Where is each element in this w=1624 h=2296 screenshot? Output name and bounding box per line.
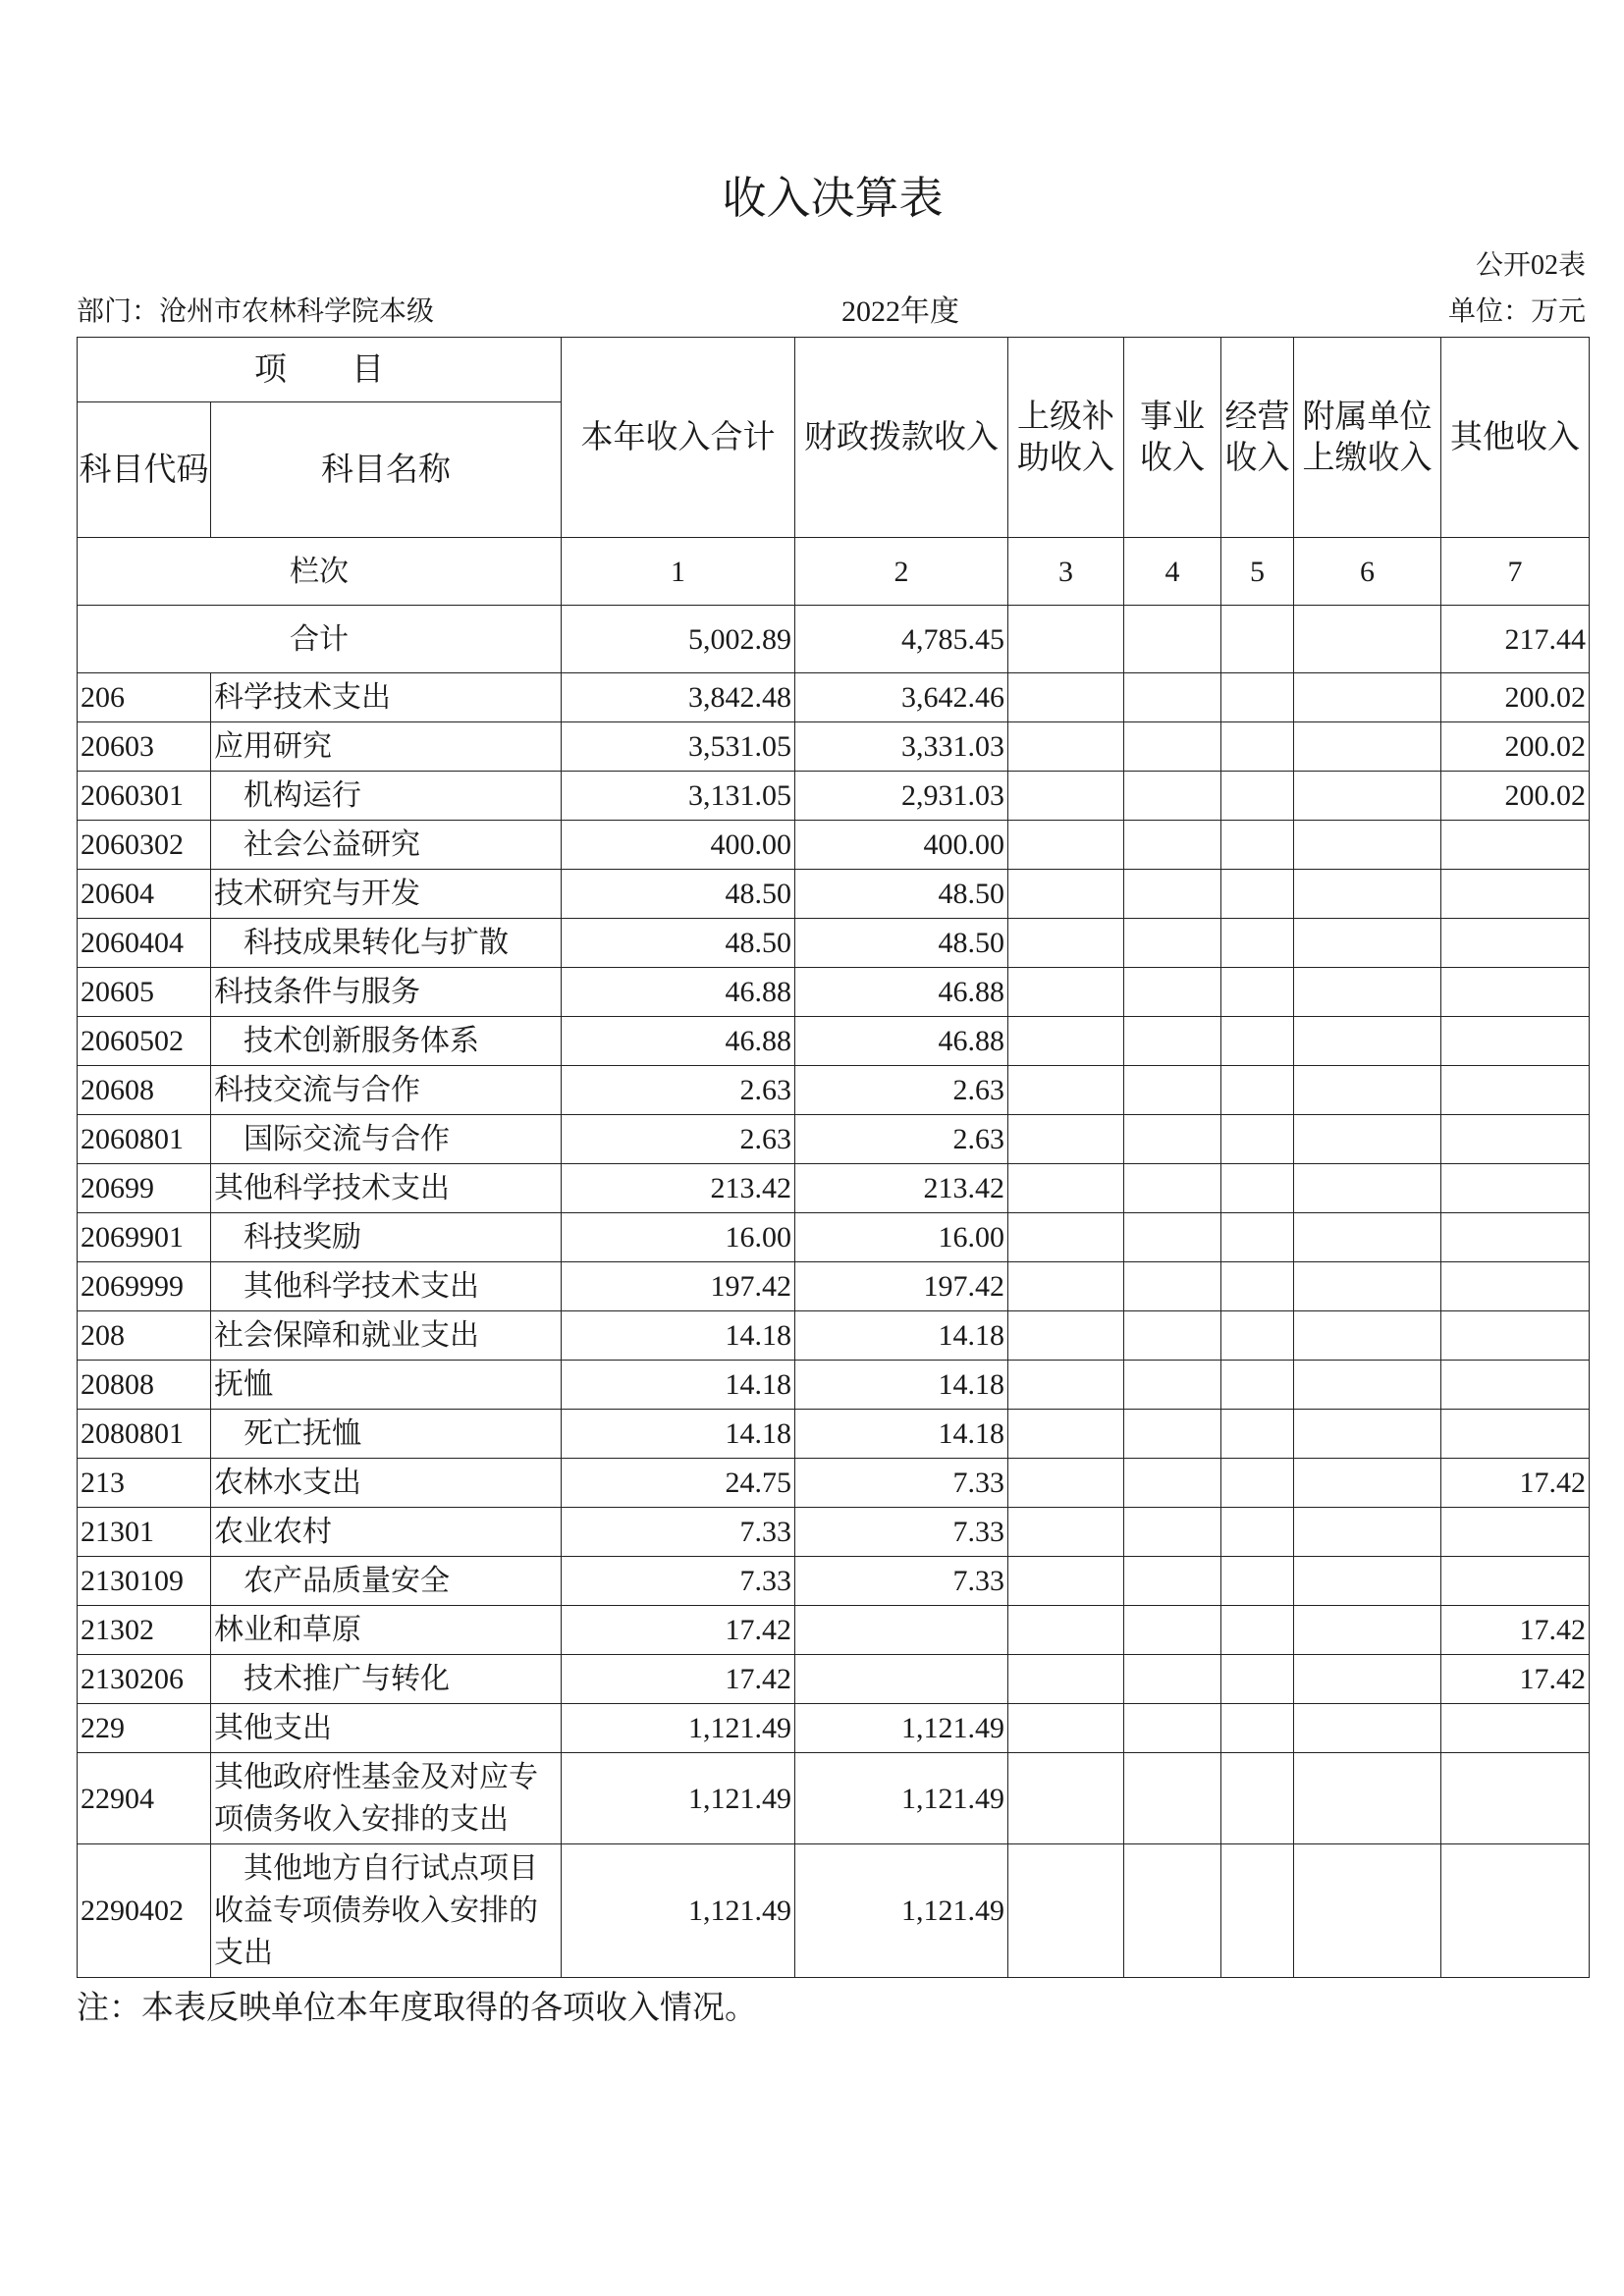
value-superior-subsidy [1008, 1508, 1124, 1557]
value-business-income [1124, 1606, 1221, 1655]
subject-code: 21301 [78, 1508, 211, 1557]
value-other-income [1441, 1213, 1590, 1262]
subject-code: 2060404 [78, 919, 211, 968]
value-fiscal-appropriation: 1,121.49 [795, 1753, 1008, 1844]
total-value: 4,785.45 [795, 606, 1008, 673]
total-row [78, 606, 1590, 673]
value-superior-subsidy [1008, 1311, 1124, 1361]
value-fiscal-appropriation: 2,931.03 [795, 772, 1008, 821]
value-affiliated-remittance [1294, 919, 1441, 968]
value-business-income [1124, 772, 1221, 821]
value-total-income: 17.42 [562, 1606, 795, 1655]
table-row [78, 722, 1590, 772]
value-total-income: 16.00 [562, 1213, 795, 1262]
table-row [78, 1262, 1590, 1311]
column-index: 5 [1221, 538, 1294, 606]
subject-code: 20808 [78, 1361, 211, 1410]
value-affiliated-remittance [1294, 821, 1441, 870]
form-number: 公开02表 [1475, 250, 1586, 281]
value-superior-subsidy [1008, 870, 1124, 919]
table-row [78, 1557, 1590, 1606]
value-other-income [1441, 1361, 1590, 1410]
value-affiliated-remittance [1294, 1311, 1441, 1361]
value-other-income [1441, 1017, 1590, 1066]
col-header-label: 附属单位上缴收入 [1302, 399, 1433, 476]
value-fiscal-appropriation: 400.00 [795, 821, 1008, 870]
value-other-income: 200.02 [1441, 673, 1590, 722]
value-business-income [1124, 722, 1221, 772]
total-label: 合计 [78, 606, 562, 673]
value-affiliated-remittance [1294, 1017, 1441, 1066]
column-index-label: 栏次 [78, 538, 562, 606]
value-fiscal-appropriation: 2.63 [795, 1115, 1008, 1164]
value-total-income: 3,531.05 [562, 722, 795, 772]
value-total-income: 400.00 [562, 821, 795, 870]
value-fiscal-appropriation: 16.00 [795, 1213, 1008, 1262]
value-other-income [1441, 1704, 1590, 1753]
subject-code: 2060302 [78, 821, 211, 870]
value-other-income [1441, 1115, 1590, 1164]
item-header: 项目 [78, 338, 562, 402]
value-total-income: 213.42 [562, 1164, 795, 1213]
value-affiliated-remittance [1294, 1655, 1441, 1704]
column-index: 3 [1008, 538, 1124, 606]
value-other-income [1441, 1557, 1590, 1606]
value-other-income [1441, 1311, 1590, 1361]
value-superior-subsidy [1008, 1459, 1124, 1508]
value-affiliated-remittance [1294, 1410, 1441, 1459]
subject-name: 死亡抚恤 [211, 1410, 562, 1459]
subject-code: 2069901 [78, 1213, 211, 1262]
value-operating-income [1221, 1164, 1294, 1213]
column-index: 6 [1294, 538, 1441, 606]
subject-name: 抚恤 [211, 1361, 562, 1410]
value-affiliated-remittance [1294, 1213, 1441, 1262]
subject-name: 农业农村 [211, 1508, 562, 1557]
value-business-income [1124, 1508, 1221, 1557]
value-business-income [1124, 919, 1221, 968]
value-affiliated-remittance [1294, 722, 1441, 772]
value-total-income: 197.42 [562, 1262, 795, 1311]
value-affiliated-remittance [1294, 870, 1441, 919]
subject-name: 林业和草原 [211, 1606, 562, 1655]
value-operating-income [1221, 1115, 1294, 1164]
value-other-income: 200.02 [1441, 772, 1590, 821]
value-business-income [1124, 1164, 1221, 1213]
subject-name: 技术创新服务体系 [211, 1017, 562, 1066]
total-value [1221, 606, 1294, 673]
value-other-income: 200.02 [1441, 722, 1590, 772]
value-superior-subsidy [1008, 1655, 1124, 1704]
value-fiscal-appropriation: 48.50 [795, 870, 1008, 919]
value-other-income [1441, 870, 1590, 919]
value-business-income [1124, 1753, 1221, 1844]
col-header-total-income [562, 338, 795, 538]
subject-code: 206 [78, 673, 211, 722]
table-row [78, 870, 1590, 919]
table-row [78, 1213, 1590, 1262]
col-header-label: 财政拨款收入 [804, 419, 999, 455]
table-row [78, 821, 1590, 870]
value-superior-subsidy [1008, 722, 1124, 772]
col-header-label: 上级补助收入 [1017, 399, 1114, 476]
column-index-row [78, 538, 1590, 606]
value-operating-income [1221, 919, 1294, 968]
table-row [78, 673, 1590, 722]
value-operating-income [1221, 821, 1294, 870]
col-header-operating-income [1221, 338, 1294, 538]
col-header-label: 其他收入 [1450, 419, 1580, 455]
total-value [1008, 606, 1124, 673]
value-business-income [1124, 1704, 1221, 1753]
value-operating-income [1221, 673, 1294, 722]
value-fiscal-appropriation: 14.18 [795, 1311, 1008, 1361]
value-business-income [1124, 821, 1221, 870]
value-total-income: 48.50 [562, 870, 795, 919]
table-row [78, 1704, 1590, 1753]
value-fiscal-appropriation: 3,642.46 [795, 673, 1008, 722]
value-operating-income [1221, 968, 1294, 1017]
value-fiscal-appropriation: 48.50 [795, 919, 1008, 968]
page-title: 收入决算表 [722, 174, 944, 223]
value-total-income: 17.42 [562, 1655, 795, 1704]
value-fiscal-appropriation: 1,121.49 [795, 1844, 1008, 1978]
value-fiscal-appropriation [795, 1655, 1008, 1704]
table-row [78, 1115, 1590, 1164]
value-other-income [1441, 821, 1590, 870]
value-operating-income [1221, 1017, 1294, 1066]
value-superior-subsidy [1008, 1606, 1124, 1655]
value-superior-subsidy [1008, 772, 1124, 821]
value-operating-income [1221, 1557, 1294, 1606]
subject-code: 208 [78, 1311, 211, 1361]
subject-code: 20603 [78, 722, 211, 772]
subject-name: 其他支出 [211, 1704, 562, 1753]
table-row [78, 968, 1590, 1017]
table-row [78, 1361, 1590, 1410]
subject-code: 2130109 [78, 1557, 211, 1606]
value-fiscal-appropriation: 7.33 [795, 1557, 1008, 1606]
value-business-income [1124, 1213, 1221, 1262]
value-affiliated-remittance [1294, 1459, 1441, 1508]
column-index: 2 [795, 538, 1008, 606]
subject-code: 20604 [78, 870, 211, 919]
value-fiscal-appropriation: 7.33 [795, 1508, 1008, 1557]
col-header-label: 经营收入 [1224, 399, 1290, 476]
value-affiliated-remittance [1294, 1606, 1441, 1655]
total-value [1124, 606, 1221, 673]
value-other-income [1441, 919, 1590, 968]
total-value [1294, 606, 1441, 673]
value-affiliated-remittance [1294, 1164, 1441, 1213]
table-row [78, 1655, 1590, 1704]
value-fiscal-appropriation: 2.63 [795, 1066, 1008, 1115]
value-fiscal-appropriation: 3,331.03 [795, 722, 1008, 772]
value-total-income: 46.88 [562, 1017, 795, 1066]
col-header-business-income [1124, 338, 1221, 538]
value-affiliated-remittance [1294, 1557, 1441, 1606]
subject-name: 其他政府性基金及对应专项债务收入安排的支出 [211, 1753, 562, 1844]
value-operating-income [1221, 870, 1294, 919]
value-fiscal-appropriation [795, 1606, 1008, 1655]
subject-name: 其他科学技术支出 [211, 1262, 562, 1311]
value-business-income [1124, 1361, 1221, 1410]
table-row [78, 1606, 1590, 1655]
value-operating-income [1221, 1704, 1294, 1753]
value-operating-income [1221, 1844, 1294, 1978]
column-index: 4 [1124, 538, 1221, 606]
value-other-income [1441, 1066, 1590, 1115]
value-other-income [1441, 1164, 1590, 1213]
value-business-income [1124, 1557, 1221, 1606]
column-index: 1 [562, 538, 795, 606]
col-header-fiscal-appropriation [795, 338, 1008, 538]
table-row [78, 1164, 1590, 1213]
subject-name: 机构运行 [211, 772, 562, 821]
subject-code: 2080801 [78, 1410, 211, 1459]
subject-name: 应用研究 [211, 722, 562, 772]
total-value: 217.44 [1441, 606, 1590, 673]
value-superior-subsidy [1008, 968, 1124, 1017]
value-total-income: 14.18 [562, 1361, 795, 1410]
subject-code: 20699 [78, 1164, 211, 1213]
fiscal-year: 2022年度 [841, 295, 959, 328]
value-superior-subsidy [1008, 1557, 1124, 1606]
value-affiliated-remittance [1294, 1361, 1441, 1410]
value-total-income: 2.63 [562, 1066, 795, 1115]
value-fiscal-appropriation: 7.33 [795, 1459, 1008, 1508]
value-other-income [1441, 1753, 1590, 1844]
subject-name: 科技交流与合作 [211, 1066, 562, 1115]
income-table [77, 337, 1590, 1978]
value-superior-subsidy [1008, 1066, 1124, 1115]
value-total-income: 24.75 [562, 1459, 795, 1508]
value-other-income [1441, 968, 1590, 1017]
value-superior-subsidy [1008, 1361, 1124, 1410]
value-other-income: 17.42 [1441, 1459, 1590, 1508]
value-superior-subsidy [1008, 1410, 1124, 1459]
value-business-income [1124, 1115, 1221, 1164]
subject-code: 22904 [78, 1753, 211, 1844]
value-total-income: 3,842.48 [562, 673, 795, 722]
subject-name: 国际交流与合作 [211, 1115, 562, 1164]
subject-name: 科技条件与服务 [211, 968, 562, 1017]
subject-name: 社会保障和就业支出 [211, 1311, 562, 1361]
table-row [78, 772, 1590, 821]
col-header-label: 本年收入合计 [580, 419, 776, 455]
value-affiliated-remittance [1294, 772, 1441, 821]
value-superior-subsidy [1008, 1164, 1124, 1213]
subject-name: 其他科学技术支出 [211, 1164, 562, 1213]
table-row [78, 1017, 1590, 1066]
value-operating-income [1221, 1213, 1294, 1262]
unit-label: 单位：万元 [1447, 296, 1586, 327]
subject-code: 2290402 [78, 1844, 211, 1978]
value-affiliated-remittance [1294, 1066, 1441, 1115]
value-total-income: 7.33 [562, 1557, 795, 1606]
subject-name: 技术研究与开发 [211, 870, 562, 919]
value-superior-subsidy [1008, 1704, 1124, 1753]
header-row [78, 338, 1590, 402]
value-affiliated-remittance [1294, 1262, 1441, 1311]
value-business-income [1124, 1410, 1221, 1459]
subject-code: 20608 [78, 1066, 211, 1115]
value-affiliated-remittance [1294, 1508, 1441, 1557]
value-total-income: 14.18 [562, 1311, 795, 1361]
table-row [78, 1311, 1590, 1361]
subject-code: 2060301 [78, 772, 211, 821]
value-other-income: 17.42 [1441, 1606, 1590, 1655]
value-business-income [1124, 1459, 1221, 1508]
table-row [78, 919, 1590, 968]
col-header-other-income [1441, 338, 1590, 538]
value-other-income [1441, 1508, 1590, 1557]
subject-name: 农产品质量安全 [211, 1557, 562, 1606]
value-total-income: 7.33 [562, 1508, 795, 1557]
value-total-income: 1,121.49 [562, 1753, 795, 1844]
table-row [78, 1508, 1590, 1557]
col-header-superior-subsidy [1008, 338, 1124, 538]
subject-code: 2060801 [78, 1115, 211, 1164]
subject-name-header: 科目名称 [211, 402, 562, 538]
value-operating-income [1221, 1606, 1294, 1655]
value-total-income: 46.88 [562, 968, 795, 1017]
value-fiscal-appropriation: 46.88 [795, 1017, 1008, 1066]
subject-name: 科技成果转化与扩散 [211, 919, 562, 968]
value-other-income [1441, 1410, 1590, 1459]
subject-name: 科技奖励 [211, 1213, 562, 1262]
value-operating-income [1221, 1262, 1294, 1311]
value-operating-income [1221, 1361, 1294, 1410]
subject-code: 20605 [78, 968, 211, 1017]
value-other-income [1441, 1844, 1590, 1978]
table-row [78, 1066, 1590, 1115]
table-body [78, 673, 1590, 1978]
value-business-income [1124, 1655, 1221, 1704]
value-superior-subsidy [1008, 673, 1124, 722]
table-row [78, 1410, 1590, 1459]
subject-code: 2060502 [78, 1017, 211, 1066]
subject-name: 其他地方自行试点项目收益专项债券收入安排的支出 [211, 1844, 562, 1978]
value-operating-income [1221, 1066, 1294, 1115]
value-superior-subsidy [1008, 821, 1124, 870]
value-fiscal-appropriation: 14.18 [795, 1361, 1008, 1410]
total-value: 5,002.89 [562, 606, 795, 673]
value-operating-income [1221, 1410, 1294, 1459]
subject-code: 2130206 [78, 1655, 211, 1704]
table-row [78, 1753, 1590, 1844]
value-total-income: 2.63 [562, 1115, 795, 1164]
value-business-income [1124, 1311, 1221, 1361]
subject-code: 213 [78, 1459, 211, 1508]
value-total-income: 3,131.05 [562, 772, 795, 821]
value-affiliated-remittance [1294, 968, 1441, 1017]
value-operating-income [1221, 1459, 1294, 1508]
value-total-income: 1,121.49 [562, 1704, 795, 1753]
value-superior-subsidy [1008, 1844, 1124, 1978]
value-superior-subsidy [1008, 1753, 1124, 1844]
col-header-affiliated-remittance [1294, 338, 1441, 538]
footnote: 注：本表反映单位本年度取得的各项收入情况。 [77, 1991, 757, 2026]
value-business-income [1124, 1066, 1221, 1115]
value-superior-subsidy [1008, 1262, 1124, 1311]
value-operating-income [1221, 1753, 1294, 1844]
table-row [78, 1844, 1590, 1978]
value-superior-subsidy [1008, 1017, 1124, 1066]
value-business-income [1124, 870, 1221, 919]
value-operating-income [1221, 1655, 1294, 1704]
value-fiscal-appropriation: 1,121.49 [795, 1704, 1008, 1753]
subject-name: 农林水支出 [211, 1459, 562, 1508]
value-other-income [1441, 1262, 1590, 1311]
value-affiliated-remittance [1294, 1753, 1441, 1844]
value-business-income [1124, 1017, 1221, 1066]
department-label: 部门：沧州市农林科学院本级 [77, 296, 435, 327]
table-row [78, 1459, 1590, 1508]
value-affiliated-remittance [1294, 673, 1441, 722]
value-business-income [1124, 1262, 1221, 1311]
value-affiliated-remittance [1294, 1115, 1441, 1164]
subject-name: 社会公益研究 [211, 821, 562, 870]
value-other-income: 17.42 [1441, 1655, 1590, 1704]
subject-code-header: 科目代码 [78, 402, 211, 538]
value-business-income [1124, 673, 1221, 722]
value-fiscal-appropriation: 197.42 [795, 1262, 1008, 1311]
value-superior-subsidy [1008, 1115, 1124, 1164]
value-affiliated-remittance [1294, 1844, 1441, 1978]
subject-code: 229 [78, 1704, 211, 1753]
value-operating-income [1221, 1508, 1294, 1557]
value-fiscal-appropriation: 213.42 [795, 1164, 1008, 1213]
column-index: 7 [1441, 538, 1590, 606]
subject-code: 2069999 [78, 1262, 211, 1311]
col-header-label: 事业收入 [1140, 399, 1205, 476]
value-operating-income [1221, 1311, 1294, 1361]
value-fiscal-appropriation: 46.88 [795, 968, 1008, 1017]
value-total-income: 1,121.49 [562, 1844, 795, 1978]
value-operating-income [1221, 772, 1294, 821]
value-affiliated-remittance [1294, 1704, 1441, 1753]
subject-code: 21302 [78, 1606, 211, 1655]
value-business-income [1124, 1844, 1221, 1978]
value-total-income: 14.18 [562, 1410, 795, 1459]
subject-name: 技术推广与转化 [211, 1655, 562, 1704]
value-fiscal-appropriation: 14.18 [795, 1410, 1008, 1459]
value-superior-subsidy [1008, 1213, 1124, 1262]
subject-name: 科学技术支出 [211, 673, 562, 722]
value-operating-income [1221, 722, 1294, 772]
value-superior-subsidy [1008, 919, 1124, 968]
value-total-income: 48.50 [562, 919, 795, 968]
value-business-income [1124, 968, 1221, 1017]
